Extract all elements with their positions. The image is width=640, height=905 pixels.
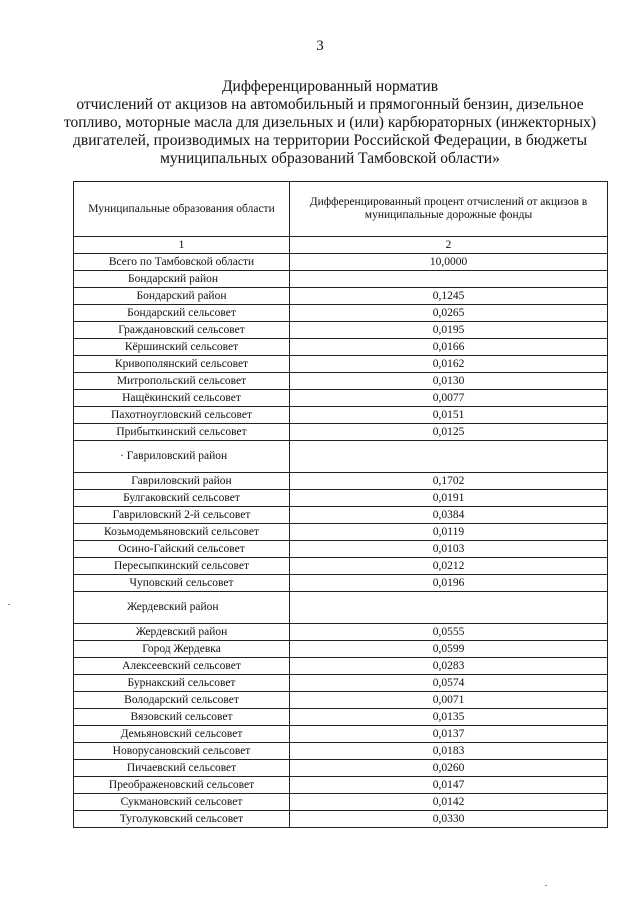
percent-value: 0,0137 — [290, 726, 608, 743]
scan-speck — [8, 604, 10, 605]
table-row — [74, 541, 608, 558]
municipality-name: Нащёкинский сельсовет — [74, 390, 290, 407]
column-number: 2 — [290, 237, 608, 254]
municipality-name: Туголуковский сельсовет — [74, 811, 290, 828]
municipality-name: Гавриловский 2-й сельсовет — [74, 507, 290, 524]
municipality-name: Володарский сельсовет — [74, 692, 290, 709]
municipality-name: Козьмодемьяновский сельсовет — [74, 524, 290, 541]
percent-value: 0,0384 — [290, 507, 608, 524]
district-header-row — [74, 592, 608, 624]
table-row — [74, 524, 608, 541]
municipality-name: Кёршинский сельсовет — [74, 339, 290, 356]
allocation-table — [73, 181, 608, 828]
table-row — [74, 507, 608, 524]
municipality-name: Город Жердевка — [74, 641, 290, 658]
table-header-row — [74, 182, 608, 237]
municipality-name: Жердевский район — [74, 624, 290, 641]
percent-value: 0,1245 — [290, 288, 608, 305]
municipality-name: Кривополянский сельсовет — [74, 356, 290, 373]
municipality-name: Бурнакский сельсовет — [74, 675, 290, 692]
percent-value: 0,0191 — [290, 490, 608, 507]
table-row — [74, 624, 608, 641]
municipality-name: Гавриловский район — [74, 473, 290, 490]
table-row — [74, 490, 608, 507]
table-row — [74, 811, 608, 828]
document-title — [60, 78, 600, 168]
table-row — [74, 356, 608, 373]
municipality-name: Пичаевский сельсовет — [74, 760, 290, 777]
table-row — [74, 424, 608, 441]
table-row — [74, 575, 608, 592]
municipality-name: Бондарский сельсовет — [74, 305, 290, 322]
title-line: двигателей, производимых на территории Российской Федерации, в бюджеты — [73, 132, 587, 149]
percent-value: 0,0135 — [290, 709, 608, 726]
percent-value: 0,0265 — [290, 305, 608, 322]
percent-value: 0,0077 — [290, 390, 608, 407]
percent-value: 0,0555 — [290, 624, 608, 641]
table-row — [74, 305, 608, 322]
table-row — [74, 407, 608, 424]
table-row — [74, 743, 608, 760]
district-header-row — [74, 271, 608, 288]
table-row — [74, 373, 608, 390]
district-header-row — [74, 441, 608, 473]
table-row — [74, 288, 608, 305]
municipality-name: Сукмановский сельсовет — [74, 794, 290, 811]
table-row — [74, 760, 608, 777]
table-row — [74, 675, 608, 692]
municipality-name: Преображеновский сельсовет — [74, 777, 290, 794]
municipality-name: Чуповский сельсовет — [74, 575, 290, 592]
table-row — [74, 339, 608, 356]
title-line: муниципальных образований Тамбовской области» — [160, 150, 500, 167]
total-row — [74, 254, 608, 271]
municipality-name: Бондарский район — [74, 288, 290, 305]
district-empty-cell — [290, 441, 608, 473]
column-number-row — [74, 237, 608, 254]
table-row — [74, 726, 608, 743]
municipality-name: Пахотноугловский сельсовет — [74, 407, 290, 424]
percent-value: 0,0147 — [290, 777, 608, 794]
table-row — [74, 658, 608, 675]
table-row — [74, 641, 608, 658]
municipality-name: Граждановский сельсовет — [74, 322, 290, 339]
table-row — [74, 709, 608, 726]
district-name: Жердевский район — [74, 592, 290, 624]
title-line: топливо, моторные масла для дизельных и (или) карбюраторных (инжекторных) — [63, 114, 596, 131]
table-row — [74, 390, 608, 407]
percent-value: 0,1702 — [290, 473, 608, 490]
page-number: 3 — [316, 38, 324, 54]
municipality-name: Вязовский сельсовет — [74, 709, 290, 726]
table-row — [74, 558, 608, 575]
municipality-name: Демьяновский сельсовет — [74, 726, 290, 743]
table-row — [74, 692, 608, 709]
percent-value: 0,0162 — [290, 356, 608, 373]
percent-value: 0,0599 — [290, 641, 608, 658]
percent-value: 0,0574 — [290, 675, 608, 692]
percent-value: 0,0071 — [290, 692, 608, 709]
title-line: Дифференцированный норматив — [221, 78, 439, 95]
district-empty-cell — [290, 271, 608, 288]
district-empty-cell — [290, 592, 608, 624]
municipality-name: Алексеевский сельсовет — [74, 658, 290, 675]
title-line: отчислений от акцизов на автомобильный и прямогонный бензин, дизельное — [76, 96, 584, 113]
municipality-name: Прибыткинский сельсовет — [74, 424, 290, 441]
percent-value: 0,0330 — [290, 811, 608, 828]
percent-value: 0,0195 — [290, 322, 608, 339]
district-name: Бондарский район — [74, 271, 290, 288]
municipality-name: Осино-Гайский сельсовет — [74, 541, 290, 558]
table-row — [74, 322, 608, 339]
percent-value: 0,0196 — [290, 575, 608, 592]
percent-value: 0,0125 — [290, 424, 608, 441]
total-value: 10,0000 — [290, 254, 608, 271]
municipality-name: Пересыпкинский сельсовет — [74, 558, 290, 575]
header-municipalities: Муниципальные образования области — [74, 182, 290, 237]
percent-value: 0,0151 — [290, 407, 608, 424]
percent-value: 0,0166 — [290, 339, 608, 356]
table-row — [74, 777, 608, 794]
percent-value: 0,0183 — [290, 743, 608, 760]
total-label: Всего по Тамбовской области — [74, 254, 290, 271]
municipality-name: Новорусановский сельсовет — [74, 743, 290, 760]
percent-value: 0,0103 — [290, 541, 608, 558]
table-row — [74, 473, 608, 490]
table-row — [74, 794, 608, 811]
percent-value: 0,0130 — [290, 373, 608, 390]
header-percent: Дифференцированный процент отчислений от акцизов в муниципальные дорожные фонды — [290, 182, 608, 237]
municipality-name: Булгаковский сельсовет — [74, 490, 290, 507]
percent-value: 0,0260 — [290, 760, 608, 777]
municipality-name: Митропольский сельсовет — [74, 373, 290, 390]
district-name: · Гавриловский район — [74, 441, 290, 473]
percent-value: 0,0142 — [290, 794, 608, 811]
scan-speck — [545, 885, 547, 886]
percent-value: 0,0283 — [290, 658, 608, 675]
column-number: 1 — [74, 237, 290, 254]
percent-value: 0,0119 — [290, 524, 608, 541]
percent-value: 0,0212 — [290, 558, 608, 575]
